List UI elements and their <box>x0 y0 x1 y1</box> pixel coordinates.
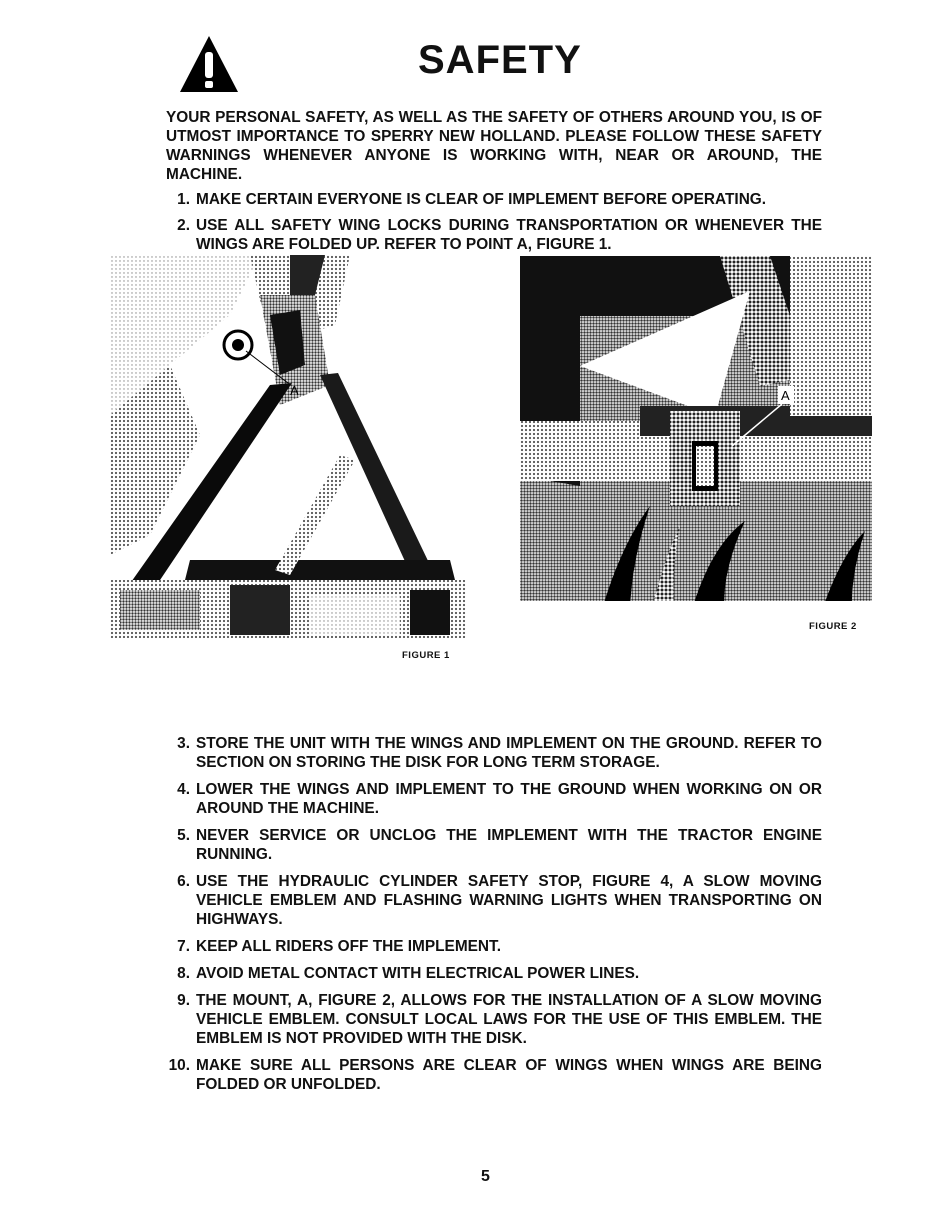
item-number: 8. <box>177 965 190 982</box>
warning-triangle-icon <box>178 34 240 94</box>
item-number: 1. <box>177 191 190 208</box>
figure-1-caption: FIGURE 1 <box>402 650 450 661</box>
item-number: 5. <box>177 827 190 844</box>
list-item <box>166 872 822 929</box>
safety-list-bottom <box>166 734 822 1102</box>
figure-1-photo <box>110 255 466 638</box>
item-text: KEEP ALL RIDERS OFF THE IMPLEMENT. <box>196 938 501 955</box>
item-number: 3. <box>177 735 190 752</box>
list-item <box>166 826 822 864</box>
item-number: 10. <box>168 1057 190 1074</box>
intro-paragraph: YOUR PERSONAL SAFETY, AS WELL AS THE SAFETY OF OTHERS AROUND YOU, IS OF UTMOST IMPORTANCE TO SPERRY NEW HOLLAND. PLEASE FOLLOW THESE SAFETY WARNINGS WHENEVER ANYONE IS WORKING WITH, NEAR OR AROUND, THE MACHINE. <box>166 109 822 183</box>
figure-1-callout: A <box>290 383 299 398</box>
list-item <box>166 1056 822 1094</box>
list-item <box>166 190 822 209</box>
list-item <box>166 964 822 983</box>
list-item <box>166 937 822 956</box>
item-text: THE MOUNT, A, FIGURE 2, ALLOWS FOR THE INSTALLATION OF A SLOW MOVING VEHICLE EMBLEM. CONSULT LOCAL LAWS FOR THE USE OF THIS EMBLEM. THE EMBLEM IS NOT PROVIDED WITH THE DISK. <box>196 992 822 1047</box>
safety-list-top <box>166 190 822 261</box>
item-number: 4. <box>177 781 190 798</box>
list-item <box>166 780 822 818</box>
page-number: 5 <box>481 1168 490 1185</box>
item-text: LOWER THE WINGS AND IMPLEMENT TO THE GROUND WHEN WORKING ON OR AROUND THE MACHINE. <box>196 781 822 817</box>
item-number: 9. <box>177 992 190 1009</box>
item-text: STORE THE UNIT WITH THE WINGS AND IMPLEMENT ON THE GROUND. REFER TO SECTION ON STORING THE DISK FOR LONG TERM STORAGE. <box>196 735 822 771</box>
item-number: 7. <box>177 938 190 955</box>
figure-2-photo <box>520 256 872 616</box>
figure-2-callout: A <box>781 388 790 403</box>
list-item <box>166 216 822 254</box>
figure-2-caption: FIGURE 2 <box>809 621 857 632</box>
page-title: SAFETY <box>418 38 582 82</box>
item-text: USE ALL SAFETY WING LOCKS DURING TRANSPORTATION OR WHENEVER THE WINGS ARE FOLDED UP. REFER TO POINT A, FIGURE 1. <box>196 217 822 253</box>
item-text: AVOID METAL CONTACT WITH ELECTRICAL POWER LINES. <box>196 965 640 982</box>
item-text: NEVER SERVICE OR UNCLOG THE IMPLEMENT WITH THE TRACTOR ENGINE RUNNING. <box>196 827 822 863</box>
item-text: MAKE SURE ALL PERSONS ARE CLEAR OF WINGS WHEN WINGS ARE BEING FOLDED OR UNFOLDED. <box>196 1057 822 1093</box>
item-text: USE THE HYDRAULIC CYLINDER SAFETY STOP, FIGURE 4, A SLOW MOVING VEHICLE EMBLEM AND FLASHING WARNING LIGHTS WHEN TRANSPORTING ON HIGHWAYS. <box>196 873 822 928</box>
list-item <box>166 991 822 1048</box>
item-text: MAKE CERTAIN EVERYONE IS CLEAR OF IMPLEMENT BEFORE OPERATING. <box>196 191 767 208</box>
list-item <box>166 734 822 772</box>
item-number: 2. <box>177 217 190 234</box>
item-number: 6. <box>177 873 190 890</box>
